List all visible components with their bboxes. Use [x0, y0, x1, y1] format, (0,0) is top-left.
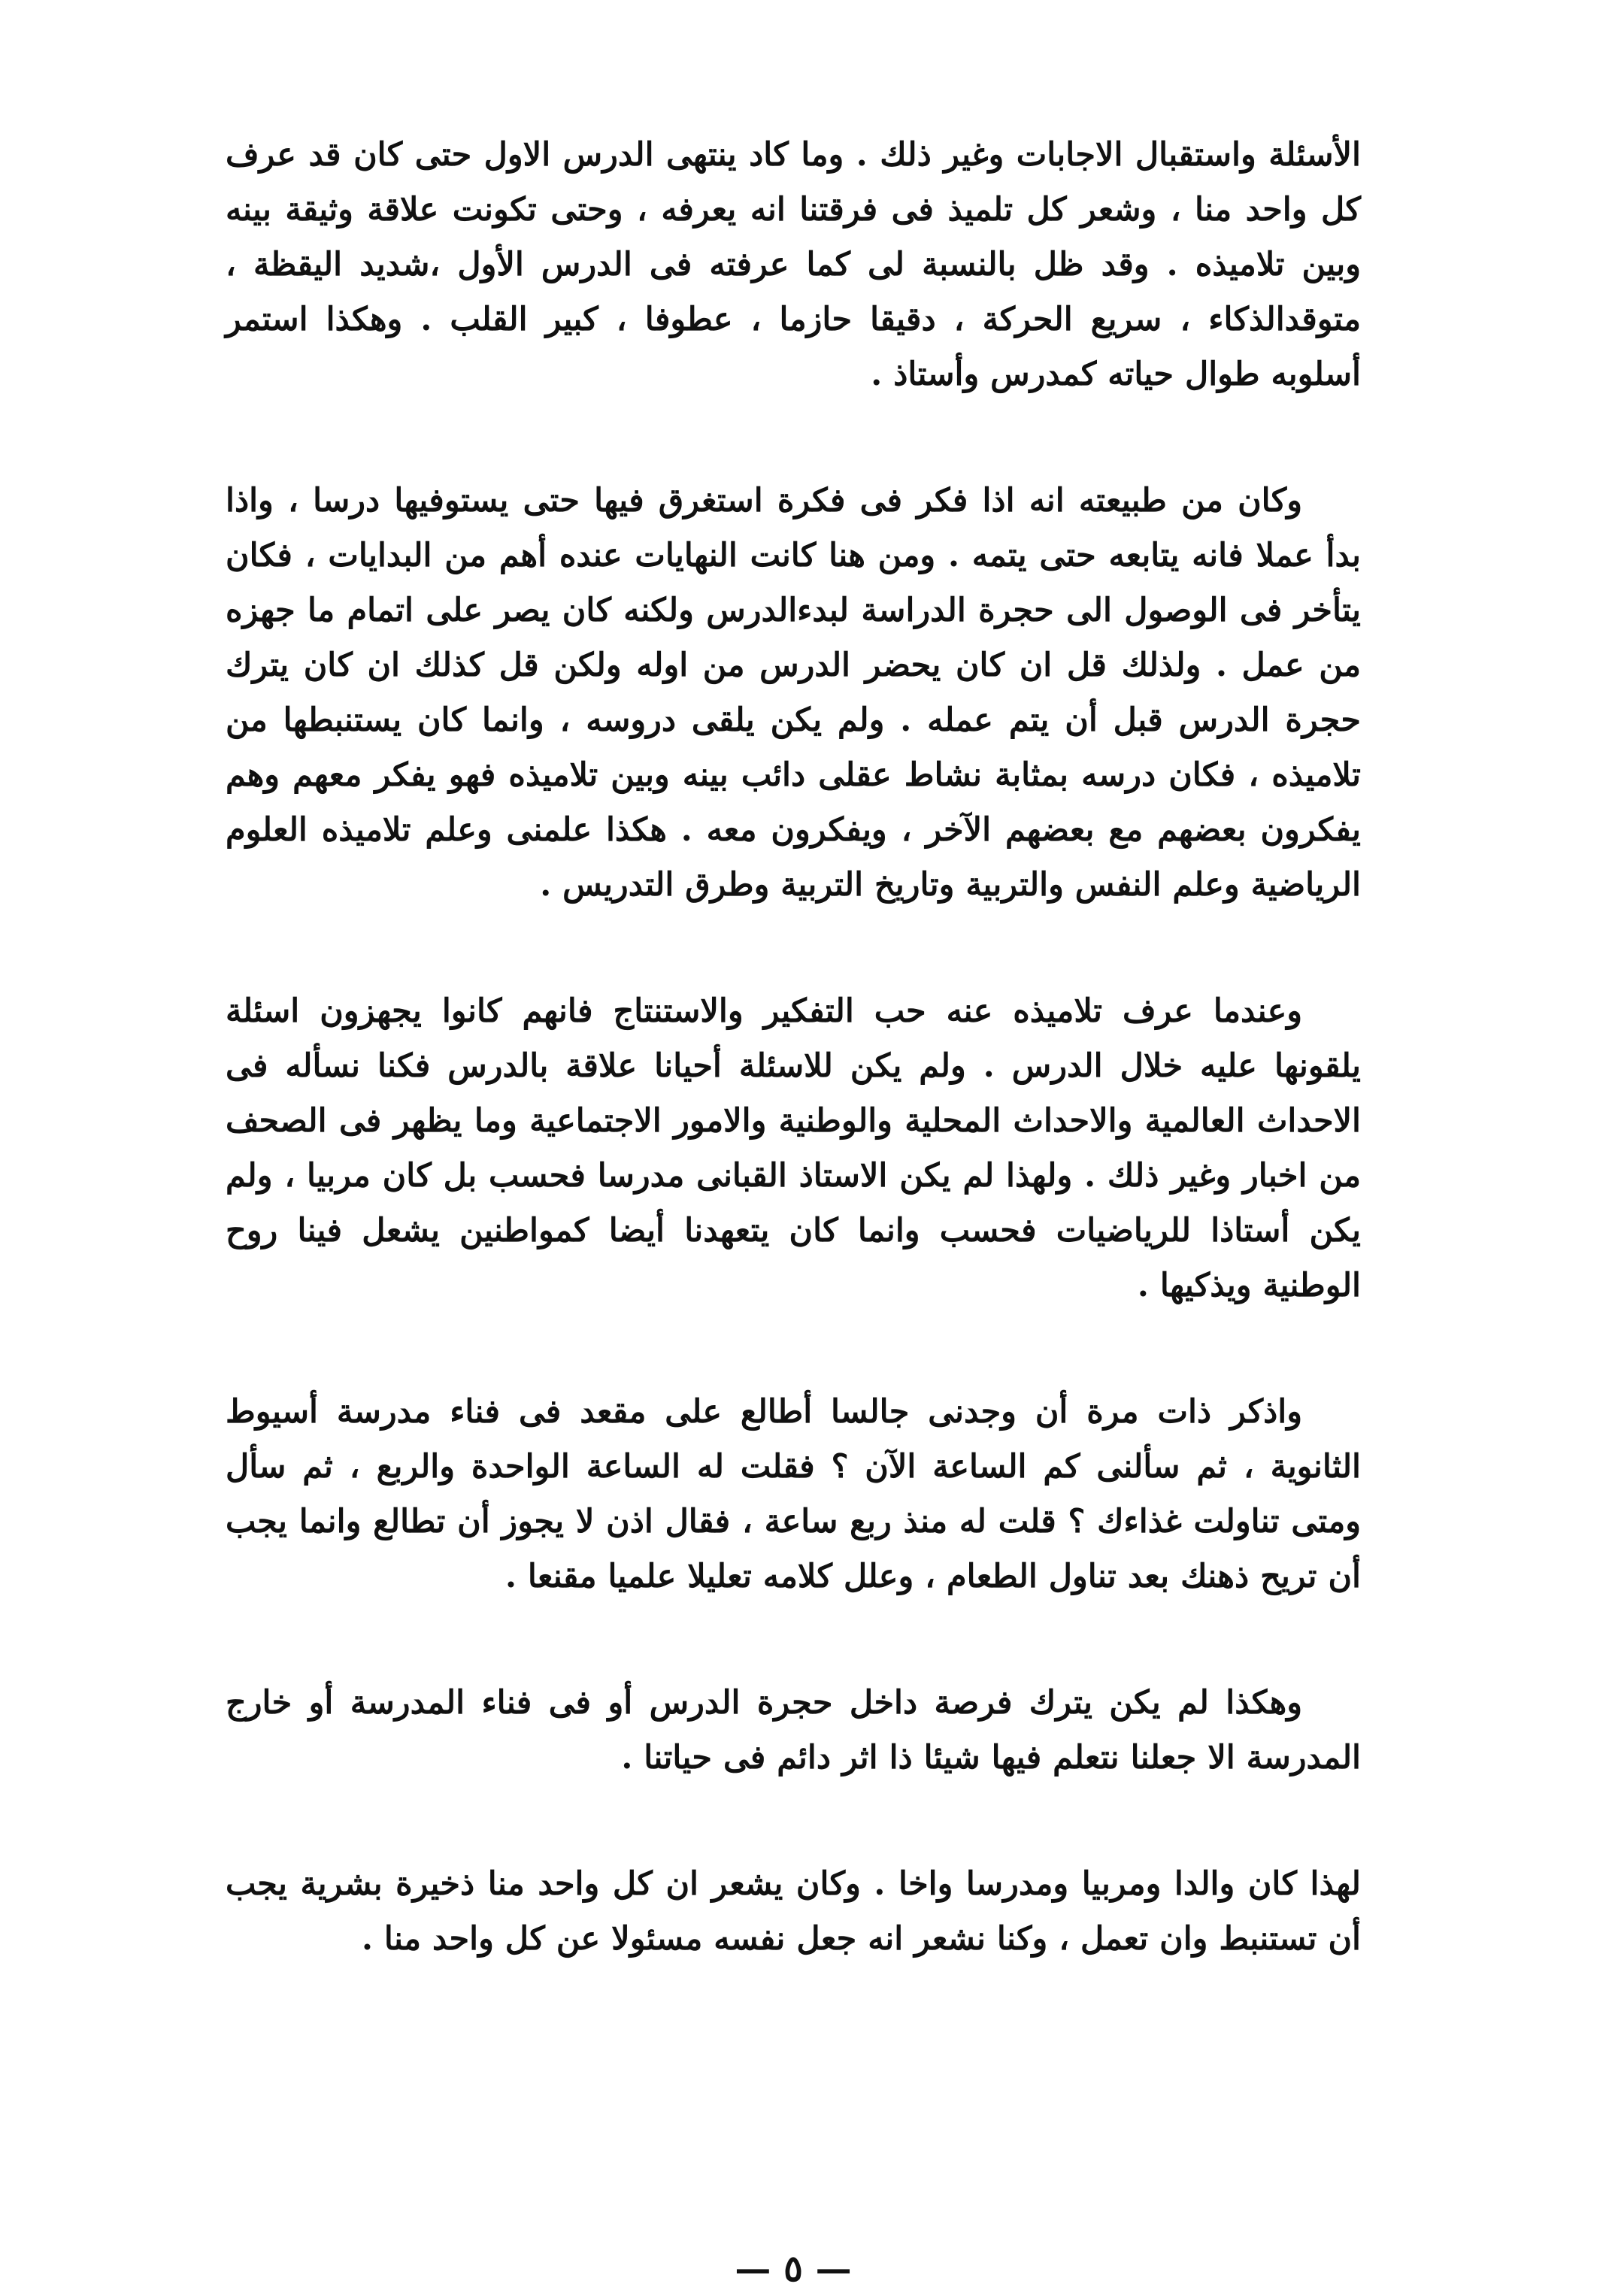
page-body	[226, 128, 1361, 2290]
paragraph-5: وهكذا لم يكن يترك فرصة داخل حجرة الدرس أو فى فناء المدرسة أو خارج المدرسة الا جعلنا نتعلم فيها شيئا ذا اثر دائم فى حياتنا .	[226, 1684, 1361, 1777]
paragraph-2: وكان من طبيعته انه اذا فكر فى فكرة استغرق فيها حتى يستوفيها درسا ، واذا بدأ عملا فانه يتابعه حتى يتمه . ومن هنا كانت النهايات عنده أهم من البدايات ، فكان يتأخر فى الوصول الى حجرة الدراسة لبدءالدرس ولكنه كان يصر على اتمام ما جهزه من عمل . ولذلك قل ان كان يحضر الدرس من اوله ولكن قل كذلك ان كان يترك حجرة الدرس قبل أن يتم عمله . ولم يكن يلقى دروسه ، وانما كان يستنبطها من تلاميذه ، فكان درسه بمثابة نشاط عقلى دائب بينه وبين تلاميذه فهو يفكر معهم وهم يفكرون بعضهم مع بعضهم الآخر ، ويفكرون معه . هكذا علمنى وعلم تلاميذه العلوم الرياضية وعلم النفس والتربية وتاريخ التربية وطرق التدريس .	[226, 482, 1361, 904]
page-number: — ٥ —	[735, 2248, 852, 2290]
paragraph-6: لهذا كان والدا ومربيا ومدرسا واخا . وكان يشعر ان كل واحد منا ذخيرة بشرية يجب أن تستنبط وان تعمل ، وكنا نشعر انه جعل نفسه مسئولا عن كل واحد منا .	[226, 1865, 1361, 1958]
paragraph-1: الأسئلة واستقبال الاجابات وغير ذلك . وما كاد ينتهى الدرس الاول حتى كان قد عرف كل واحد منا ، وشعر كل تلميذ فى فرقتنا انه يعرفه ، وحتى تكونت علاقة وثيقة بينه وبين تلاميذه . وقد ظل بالنسبة لى كما عرفته فى الدرس الأول ،شديد اليقظة ، متوقدالذكاء ، سريع الحركة ، دقيقا حازما ، عطوفا ، كبير القلب . وهكذا استمر أسلوبه طوال حياته كمدرس وأستاذ .	[226, 136, 1361, 393]
paragraph-4: واذكر ذات مرة أن وجدنى جالسا أطالع على مقعد فى فناء مدرسة أسيوط الثانوية ، ثم سألنى كم الساعة الآن ؟ فقلت له الساعة الواحدة والربع ، ثم سأل ومتى تناولت غذاءك ؟ قلت له منذ ربع ساعة ، فقال اذن لا يجوز أن تطالع وانما يجب أن تريح ذهنك بعد تناول الطعام ، وعلل كلامه تعليلا علميا مقنعا .	[226, 1393, 1361, 1595]
paragraph-3: وعندما عرف تلاميذه عنه حب التفكير والاستنتاج فانهم كانوا يجهزون اسئلة يلقونها عليه خلال الدرس . ولم يكن للاسئلة أحيانا علاقة بالدرس فكنا نسأله فى الاحداث العالمية والاحداث المحلية والوطنية والامور الاجتماعية وما يظهر فى الصحف من اخبار وغير ذلك . ولهذا لم يكن الاستاذ القبانى مدرسا فحسب بل كان مربيا ، ولم يكن أستاذا للرياضيات فحسب وانما كان يتعهدنا أيضا كمواطنين يشعل فينا روح الوطنية ويذكيها .	[226, 992, 1361, 1304]
